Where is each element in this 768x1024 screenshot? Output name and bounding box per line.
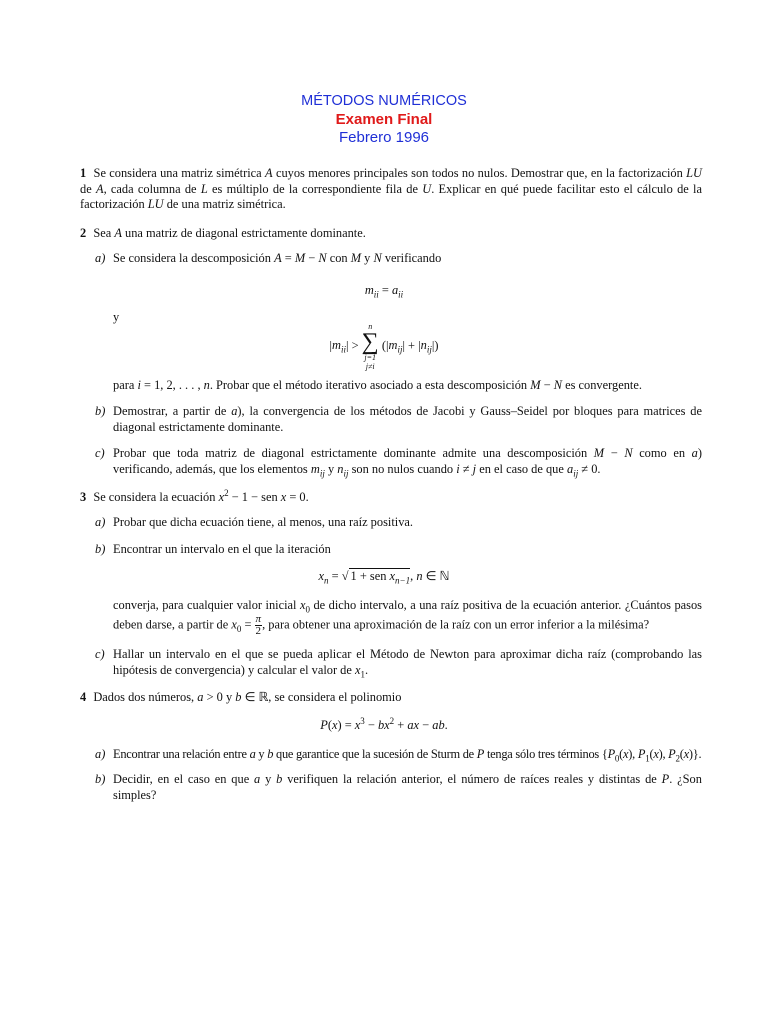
equation-dominance: $|m_{ii}|$ > n ∑ j=1 j≠i $(|m_{ij}| + |n_{ij}|)$ bbox=[329, 322, 439, 371]
problem-3c: c) Hallar un intervalo en el que se pueda aplicar el Método de Newton para aproximar dicha raíz (comprobando las hipótesis de convergencia) y calcular el valor de $x_1$. bbox=[95, 647, 702, 679]
problem-3b-conclusion: converja, para cualquier valor inicial $x_0$ de dicho intervalo, a una raíz positiva de la ecuación anterior. ¿Cuántos pasos deben darse, a partir de $x_0$ = $\frac{\pi}{2}$ , para obtener una aproximación de la raíz con un error inferior a la milésima? bbox=[113, 598, 702, 637]
item-label: b) bbox=[95, 772, 106, 786]
item-label: a) bbox=[95, 747, 106, 761]
item-label: b) bbox=[95, 542, 106, 556]
problem-number: 1 bbox=[80, 166, 87, 180]
item-label: a) bbox=[95, 251, 106, 265]
problem-number: 3 bbox=[80, 490, 87, 504]
item-label: a) bbox=[95, 515, 106, 529]
problem-text: Se considera una matriz simétrica bbox=[93, 166, 262, 180]
exam-title: Examen Final bbox=[335, 111, 433, 128]
problem-3b: b) Encontrar un intervalo en el que la iteración bbox=[95, 542, 331, 556]
problem-2: 2 Sea A una matriz de diagonal estrictamente dominante. bbox=[80, 226, 366, 240]
equation-iteration: $x_n$ = √ 1 + sen $x_{n-1}$, n ∈ ℕ bbox=[318, 569, 450, 586]
sum-symbol: n ∑ j=1 j≠i bbox=[361, 322, 379, 371]
item-label: c) bbox=[95, 647, 105, 661]
problem-number: 4 bbox=[80, 690, 87, 704]
problem-3: 3 Se considera la ecuación $x^2 - 1$ − sen x = 0. bbox=[80, 487, 309, 504]
conjunction-y: y bbox=[113, 310, 120, 324]
problem-1: 1 Se considera una matriz simétrica A cuyos menores principales son todos no nulos. Demostrar que, en la factorización LU de A, cada columna de L es múltiplo de la correspondiente fila de U. Explicar en qué puede facilitar esto el cálculo de la factorización LU de una matriz simétrica. bbox=[80, 166, 702, 211]
item-label: c) bbox=[95, 446, 105, 460]
problem-number: 2 bbox=[80, 226, 87, 240]
item-label: b) bbox=[95, 404, 106, 418]
fraction-pi-over-2: $\frac{\pi}{2}$ bbox=[255, 612, 262, 637]
problem-4a: a) Encontrar una relación entre a y b que garantice que la sucesión de Sturm de P tenga sólo tres términos {$P_0(x)$, $P_1(x)$, $P_2(x)$}. bbox=[95, 747, 702, 764]
problem-2a: a) Se considera la descomposición A = M − N con M y N verificando bbox=[95, 251, 442, 265]
problem-4b: b) Decidir, en el caso en que a y b verifiquen la relación anterior, el número de raíces reales y distintas de P. ¿Son simples? bbox=[95, 772, 702, 802]
equation-diagonal: $m_{ii} = a_{ii}$ bbox=[364, 283, 404, 300]
problem-4: 4 Dados dos números, a > 0 y b ∈ ℝ, se considera el polinomio bbox=[80, 690, 402, 704]
course-title: MÉTODOS NUMÉRICOS bbox=[301, 93, 467, 109]
problem-2b: b) Demostrar, a partir de a), la convergencia de los métodos de Jacobi y Gauss–Seidel por bloques para matrices de diagonal estrictamente dominante. bbox=[95, 404, 702, 434]
problem-2a-conclusion: para i = 1, 2, . . . , n. Probar que el método iterativo asociado a esta descomposición M − N es convergente. bbox=[113, 378, 642, 392]
problem-3a: a) Probar que dicha ecuación tiene, al menos, una raíz positiva. bbox=[95, 515, 414, 529]
problem-2c: c) Probar que toda matriz de diagonal estrictamente dominante admite una descomposición M − N como en a) verificando, además, que los elementos $m_{ij}$ y $n_{ij}$ son no nulos cuando i ≠ j en el caso de que $a_{ij} \ne 0$. bbox=[95, 446, 702, 478]
exam-date: Febrero 1996 bbox=[338, 129, 430, 146]
equation-polynomial: $P(x) = x^3 - bx^2$ + ax − ab. bbox=[320, 715, 448, 732]
